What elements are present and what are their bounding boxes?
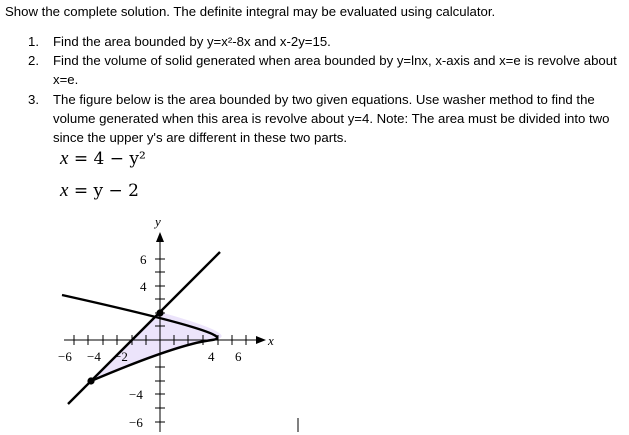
intersection-point-lower [87, 377, 94, 384]
instructions: Show the complete solution. The definite integral may be evaluated using calculator. [5, 4, 496, 19]
y-tick-label: 4 [140, 279, 147, 294]
problem-2-text: Find the volume of solid generated when area bounded by y=lnx, x-axis and x=e is revolve about x=e. [53, 53, 617, 87]
problem-2-number: 2. [28, 53, 39, 68]
intersection-point-upper [156, 309, 163, 316]
equation-1-rhs: = 4 − y² [73, 149, 146, 169]
x-tick-label: −2 [114, 349, 128, 364]
equation-2-lhs: x [60, 180, 69, 201]
problem-1-text: Find the area bounded by y=x²-8x and x-2y=15. [53, 34, 331, 49]
shaded-region [91, 312, 222, 381]
x-tick-label: 4 [208, 349, 215, 364]
equation-1-lhs: x [60, 148, 69, 169]
x-axis-arrow [256, 336, 266, 344]
x-tick-label: −6 [58, 349, 72, 364]
problem-1-number: 1. [28, 34, 39, 49]
x-axis-label: x [268, 333, 274, 348]
y-axis-arrow [156, 232, 164, 242]
y-tick-label: 6 [140, 252, 147, 267]
problem-3-number: 3. [28, 92, 39, 107]
y-axis-label: y [155, 214, 161, 229]
x-tick-label: −4 [87, 349, 101, 364]
problem-3-text: The figure below is the area bounded by two given equations. Use washer method to find the volume generated when this area is revolve about y=4. Note: The area must be divided into two since the upper y's are different in these two parts. [53, 92, 610, 145]
y-tick-label: −6 [129, 415, 143, 430]
y-tick-label: −4 [129, 387, 143, 402]
equation-2-rhs: = y − 2 [73, 181, 139, 201]
x-tick-label: 6 [235, 349, 242, 364]
